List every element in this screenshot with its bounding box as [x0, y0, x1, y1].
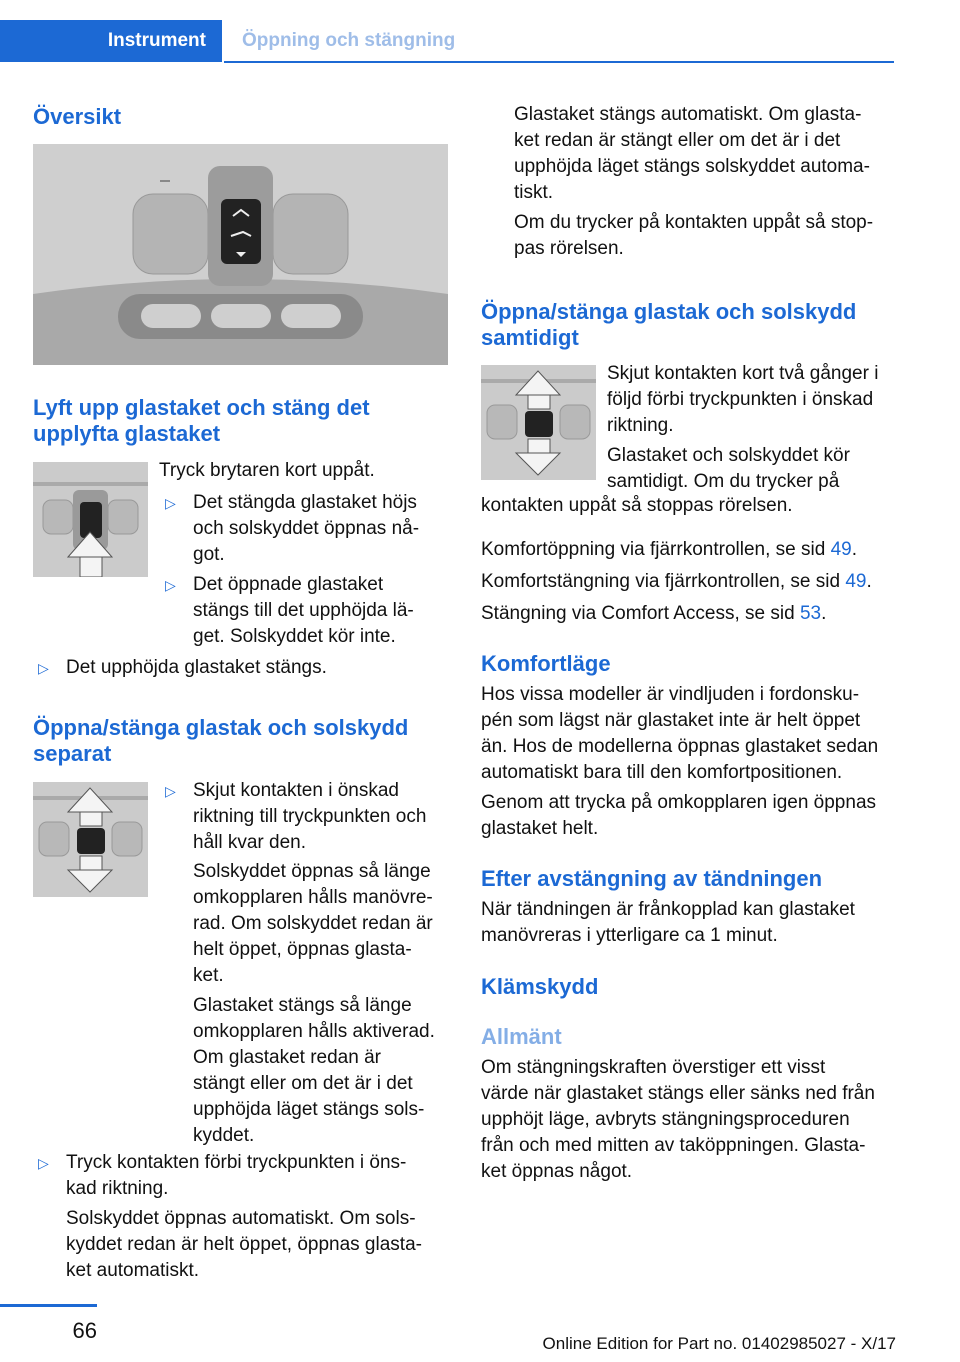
link-komfortstangning[interactable]: Komfortstängning via fjärrkontrollen, se sid 49. [481, 571, 872, 592]
page-link[interactable]: 53 [799, 603, 822, 624]
bullet-item: Skjut kontakten i önskad riktning till tryckpunkten och håll kvar den. [193, 780, 427, 853]
bullet-item: Tryck kontakten förbi tryckpunkten i öns- kad riktning. [66, 1152, 407, 1199]
heading-lyft-upp: Lyft upp glastaket och stäng det upplyfta glastaket [33, 395, 370, 446]
footer-edition: Online Edition for Part no. 01402985027 - X/17 [542, 1334, 896, 1353]
link-comfort-access[interactable]: Stängning via Comfort Access, se sid 53. [481, 603, 827, 624]
text-solskyddet-oppnas: Solskyddet öppnas så länge omkopplaren hålls manövre- rad. Om solskyddet redan är helt öppet, öppnas glasta- ket. [193, 861, 433, 986]
heading-samtidigt: Öppna/stänga glastak och solskydd samtidigt [481, 299, 857, 350]
text-kor-samtidigt: Glastaket och solskyddet kör samtidigt. Om du trycker på [607, 445, 850, 492]
text-stoppas: Om du trycker på kontakten uppåt så stop- pas rörelsen. [514, 212, 874, 259]
header-rule [224, 61, 894, 63]
switch-image-up [33, 462, 148, 577]
overview-image [33, 144, 448, 365]
text-glastaket-auto: Glastaket stängs automatiskt. Om glasta- ket redan är stängt eller om det är i det upphöjda läget stängs solskyddet automa- tiskt. [514, 104, 870, 203]
page-number: 66 [72, 1318, 97, 1343]
bullet-icon: ▷ [165, 577, 176, 593]
heading-efter-avstangning: Efter avstängning av tändningen [481, 866, 823, 891]
bullet-item: Det stängda glastaket höjs och solskyddet öppnas nå- got. [193, 492, 420, 565]
text-solskyddet-auto: Solskyddet öppnas automatiskt. Om sols- kyddet redan är helt öppet, öppnas glasta- ket automatiskt. [66, 1208, 422, 1281]
link-komfortoppning[interactable]: Komfortöppning via fjärrkontrollen, se sid 49. [481, 539, 857, 560]
text-efter-avstangning: När tändningen är frånkopplad kan glastaket manövreras i ytterligare ca 1 minut. [481, 899, 855, 946]
text-komfortlage: Hos vissa modeller är vindljuden i fordonsku- pén som lägst när glastaket inte är helt öppet än. Hos de modellerna öppnas glastaket sedan automatiskt bara till den komfortpositionen. [481, 684, 879, 783]
bullet-icon: ▷ [38, 660, 49, 676]
heading-klamskydd: Klämskydd [481, 974, 599, 999]
text-glastaket-stangs: Glastaket stängs så länge omkopplaren hålls aktiverad. Om glastaket redan är stängt eller om det är i det upphöjda läget stängs sols- kyddet. [193, 995, 435, 1146]
switch-image-updown [33, 782, 148, 897]
bullet-item: Det öppnade glastaket stängs till det upphöjda lä- get. Solskyddet kör inte. [193, 574, 414, 647]
footer-rule [0, 1304, 97, 1307]
heading-komfortlage: Komfortläge [481, 651, 611, 676]
header-tab-section[interactable]: Öppning och stängning [224, 20, 894, 62]
page-link[interactable]: 49 [845, 571, 867, 592]
bullet-icon: ▷ [165, 495, 176, 511]
header-tab-label: Instrument [107, 30, 206, 51]
heading-separat: Öppna/stänga glastak och solskydd separat [33, 715, 409, 766]
text-allmant: Om stängningskraften överstiger ett visst värde när glastaket stängs eller sänks ned från upphöjt läge, avbryts stängningsproceduren från och med mitten av taköppningen. Glasta- ket öppnas något. [481, 1057, 875, 1182]
heading-oversikt: Översikt [33, 104, 122, 129]
text-skjut-kontakten: Skjut kontakten kort två gånger i följd förbi tryckpunkten i önskad riktning. [607, 363, 879, 436]
text-genom-att-trycka: Genom att trycka på omkopplaren igen öppnas glastaket helt. [481, 792, 877, 839]
header-tab-instrument[interactable] [0, 20, 222, 62]
heading-allmant: Allmänt [481, 1024, 562, 1049]
bullet-item: Det upphöjda glastaket stängs. [66, 657, 327, 678]
page-link[interactable]: 49 [830, 539, 852, 560]
text-tryck-uppat: Tryck brytaren kort uppåt. [159, 460, 375, 481]
bullet-icon: ▷ [165, 783, 176, 799]
switch-image-double [481, 365, 596, 480]
bullet-icon: ▷ [38, 1155, 49, 1171]
text-kor-samtidigt-end: kontakten uppåt så stoppas rörelsen. [481, 495, 793, 516]
